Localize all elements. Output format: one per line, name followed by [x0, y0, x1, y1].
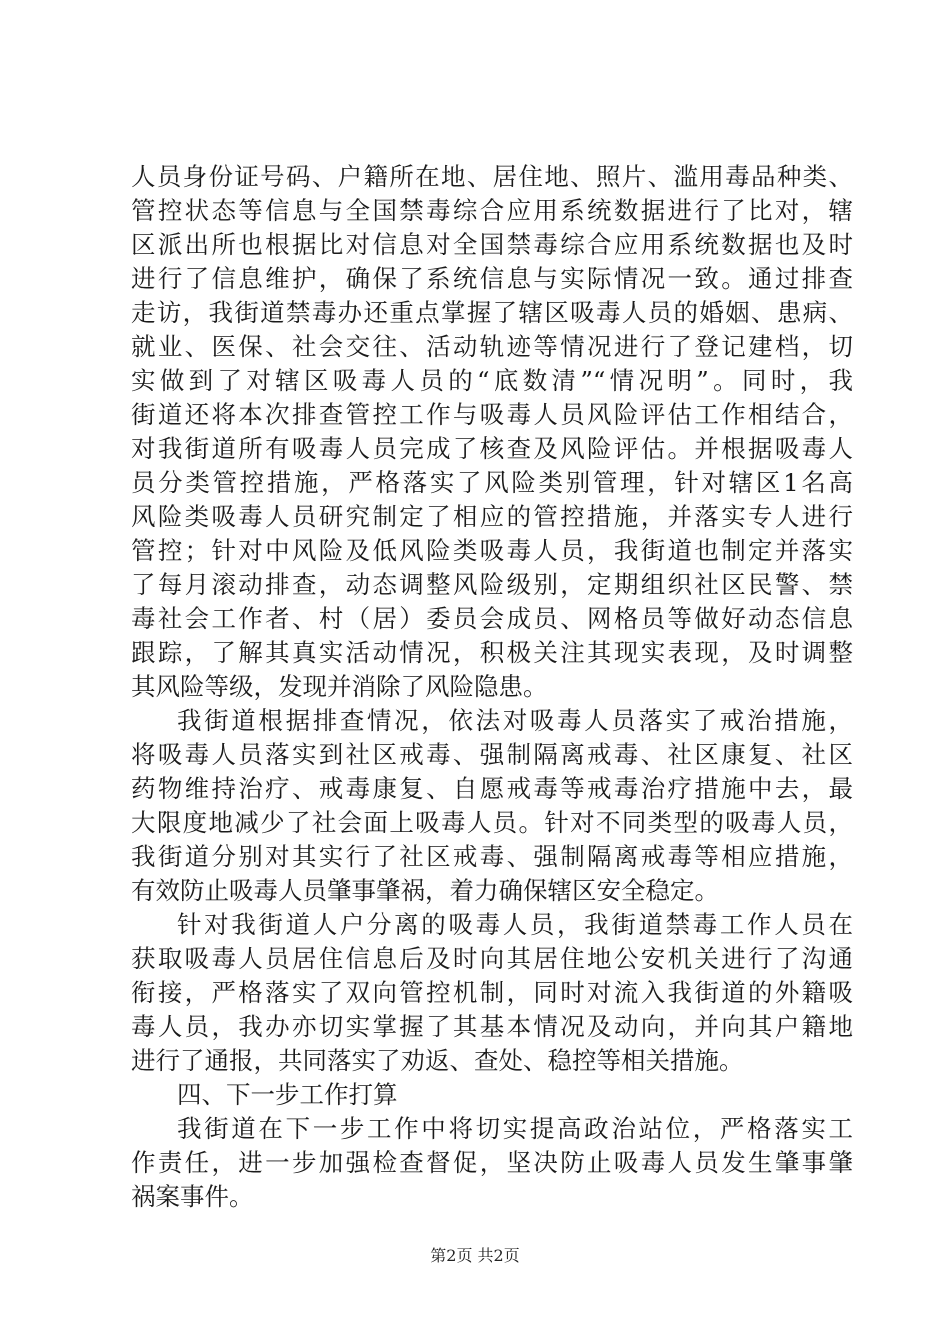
text-line: 大限度地减少了社会面上吸毒人员。针对不同类型的吸毒人员，	[131, 808, 853, 837]
text-line: 就业、医保、社会交往、活动轨迹等情况进行了登记建档，切	[131, 332, 853, 361]
text-line: 祸案事件。	[131, 1182, 254, 1211]
text-line: 获取吸毒人员居住信息后及时向其居住地公安机关进行了沟通	[131, 944, 853, 973]
text-line: 走访，我街道禁毒办还重点掌握了辖区吸毒人员的婚姻、患病、	[131, 298, 853, 327]
text-line: 进行了信息维护，确保了系统信息与实际情况一致。通过排查	[131, 264, 853, 293]
text-line: 其风险等级，发现并消除了风险隐患。	[131, 672, 548, 701]
text-line: 管控状态等信息与全国禁毒综合应用系统数据进行了比对，辖	[131, 196, 853, 225]
section-heading: 四、下一步工作打算	[177, 1080, 398, 1109]
text-line: 对我街道所有吸毒人员完成了核查及风险评估。并根据吸毒人	[131, 434, 853, 463]
text-line: 作责任，进一步加强检查督促，坚决防止吸毒人员发生肇事肇	[131, 1148, 853, 1177]
document-body	[131, 160, 853, 1214]
page-number-footer: 第2页 共2页	[430, 1246, 520, 1265]
text-line: 人员身份证号码、户籍所在地、居住地、照片、滥用毒品种类、	[131, 162, 853, 191]
text-line: 街道还将本次排查管控工作与吸毒人员风险评估工作相结合，	[131, 400, 853, 429]
text-line: 跟踪，了解其真实活动情况，积极关注其现实表现，及时调整	[131, 638, 853, 667]
text-line: 区派出所也根据比对信息对全国禁毒综合应用系统数据也及时	[131, 230, 853, 259]
text-line: 药物维持治疗、戒毒康复、自愿戒毒等戒毒治疗措施中去，最	[131, 774, 853, 803]
text-line: 实做到了对辖区吸毒人员的“底数清”“情况明”。同时，我	[131, 366, 853, 395]
paragraph-start-line: 针对我街道人户分离的吸毒人员，我街道禁毒工作人员在	[177, 910, 853, 939]
paragraph-start-line: 我街道在下一步工作中将切实提高政治站位，严格落实工	[177, 1114, 853, 1143]
text-line: 毒人员，我办亦切实掌握了其基本情况及动向，并向其户籍地	[131, 1012, 853, 1041]
text-line: 进行了通报，共同落实了劝返、查处、稳控等相关措施。	[131, 1046, 744, 1075]
text-line: 风险类吸毒人员研究制定了相应的管控措施，并落实专人进行	[131, 502, 853, 531]
text-line: 了每月滚动排查，动态调整风险级别，定期组织社区民警、禁	[131, 570, 853, 599]
text-line: 毒社会工作者、村（居）委员会成员、网格员等做好动态信息	[131, 604, 853, 633]
text-line: 将吸毒人员落实到社区戒毒、强制隔离戒毒、社区康复、社区	[131, 740, 853, 769]
text-line: 员分类管控措施，严格落实了风险类别管理，针对辖区1名高	[131, 468, 853, 497]
paragraph-start-line: 我街道根据排查情况，依法对吸毒人员落实了戒治措施，	[177, 706, 853, 735]
text-line: 我街道分别对其实行了社区戒毒、强制隔离戒毒等相应措施，	[131, 842, 853, 871]
text-line: 管控；针对中风险及低风险类吸毒人员，我街道也制定并落实	[131, 536, 853, 565]
text-line: 有效防止吸毒人员肇事肇祸，着力确保辖区安全稳定。	[131, 876, 719, 905]
text-line: 衔接，严格落实了双向管控机制，同时对流入我街道的外籍吸	[131, 978, 853, 1007]
